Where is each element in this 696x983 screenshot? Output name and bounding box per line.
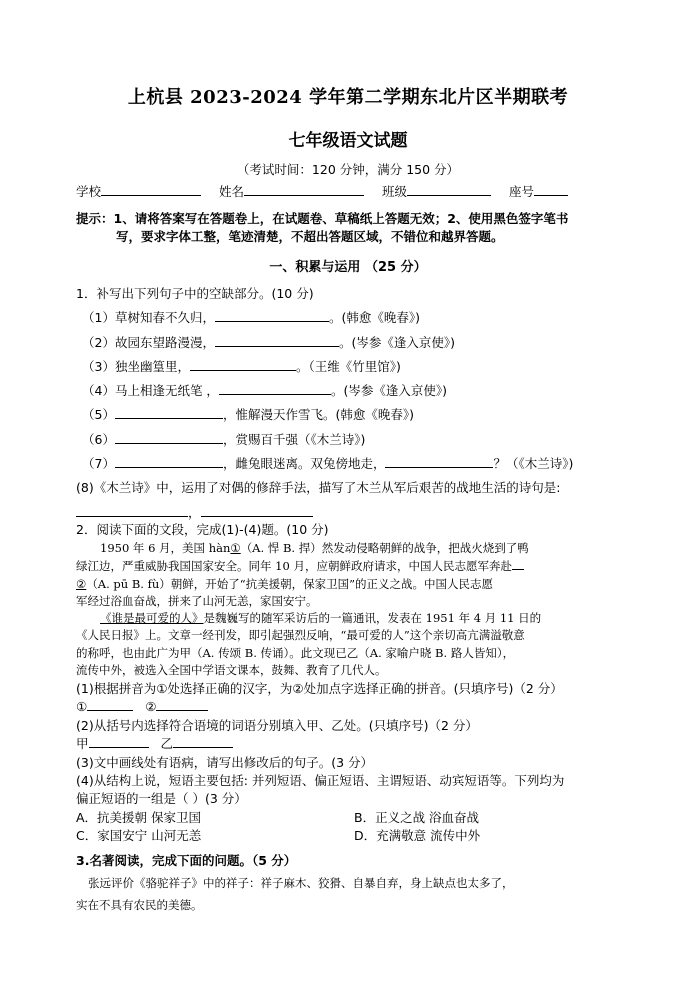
answer-blank[interactable]	[115, 455, 223, 468]
q3-passage: 张远评价《骆驼祥子》中的祥子：祥子麻木、狡猾、自暴自弃，身上缺点也太多了， 实在不具有农民的美德。	[76, 876, 514, 912]
q2-sub-3: (3)文中画线处有语病，请写出修改后的句子。(3 分）	[76, 754, 374, 770]
exam-title: 上杭县 2023-2024 学年第二学期东北片区半期联考	[127, 87, 569, 108]
q2-options	[76, 809, 632, 846]
exam-time: （考试时间：120 分钟，满分 150 分）	[236, 162, 460, 177]
exam-subtitle: 七年级语文试题	[288, 131, 408, 151]
q2-sub-1-answers: ① ②	[76, 698, 632, 716]
question-3	[76, 850, 632, 916]
q1-item-5: （5） ，惟解漫天作雪飞。(韩愈《晚春》)	[82, 407, 414, 423]
answer-blank[interactable]	[215, 309, 329, 322]
notice-line-2: 写，要求字体工整，笔迹清楚，不超出答题区域，不错位和越界答题。	[116, 229, 504, 245]
underlined-sentence: 《谁是最可爱的人》	[100, 611, 204, 625]
option-b[interactable]: B．正义之战 浴血奋战	[354, 809, 480, 825]
q1-item-7: （7） ，雌兔眼迷离。双兔傍地走， ？（《木兰诗》)	[82, 456, 574, 472]
q2-passage: 1950 年 6 月，美国 hàn①（A. 悍 B. 捍）然发动侵略朝鲜的战争，把战火烧到了鸭 绿江边，严重威胁我国国家安全。同年 10 月，应朝鲜政府请求，中国人民志愿军奔赴 ②（A. pū B. fù）朝鲜，开始了“抗美援朝，保家卫国”的正义之战。中国人民志愿 军经过浴血奋战，拼来了山河无恙，家国安宁。 《谁是最可爱的人》是魏巍写的随军采访后的一篇通讯，发表在 1951 年 4 月 11 日的 《人民日报》上。文章一经刊发，即引起强烈反响，“最可爱的人”这个亲切高亢满溢敬意 的称呼，也由此广为甲（A. 传颂 B. 传诵）。此文现已乙（A. 家喻户晓 B. 路人皆知）， 流传中外，被选入全国中学语文课本，鼓舞、教育了几代人。	[76, 541, 542, 677]
q1-item-2: （2）故园东望路漫漫， 。(岑参《逢入京使》)	[82, 334, 455, 350]
q1-item-6: （6） ，赏赐百千强（《木兰诗》)	[82, 431, 366, 447]
answer-blank[interactable]	[115, 431, 223, 444]
q1-item-1: （1）草树知春不久归， 。(韩愈《晚春》)	[82, 310, 420, 326]
q2-stem: 2．阅读下面的文段，完成(1)-(4)题。(10 分)	[76, 522, 329, 537]
seat-field[interactable]: 座号	[509, 183, 568, 201]
q2-sub-4b: 偏正短语的一组是（ ）(3 分）	[76, 791, 247, 807]
answer-blank[interactable]	[173, 735, 233, 748]
answer-blank[interactable]	[219, 382, 331, 395]
q1-stem: 1．补写出下列句子中的空缺部分。(10 分)	[76, 286, 314, 301]
q2-sub-1: (1)根据拼音为①处选择正确的汉字，为②处加点字选择正确的拼音。(只填序号)（2 分）	[76, 681, 563, 696]
section-1-title: 一、积累与运用 （25 分）	[269, 260, 427, 275]
question-2	[76, 520, 632, 846]
name-field[interactable]: 姓名	[219, 183, 364, 201]
question-1	[76, 282, 632, 525]
q2-sub-4a: (4)从结构上说，短语主要包括: 并列短语、偏正短语、主谓短语、动宾短语等。下列均为	[76, 773, 565, 789]
answer-blank[interactable]	[87, 698, 133, 711]
answer-blank[interactable]	[156, 698, 208, 711]
mark-2: ②	[76, 576, 87, 591]
mark-1: ①	[230, 541, 241, 555]
class-field[interactable]: 班级	[382, 183, 491, 201]
option-c[interactable]: C．家国安宁 山河无恙	[76, 828, 202, 844]
answer-blank[interactable]	[190, 358, 296, 371]
answer-blank[interactable]	[115, 406, 223, 419]
answer-blank[interactable]	[215, 334, 339, 347]
school-field[interactable]: 学校	[76, 183, 201, 201]
option-a[interactable]: A．抗美援朝 保家卫国	[76, 809, 202, 825]
q1-item-3: （3）独坐幽篁里， 。（王维《竹里馆》)	[82, 358, 401, 374]
student-info-row	[76, 183, 626, 201]
notice-line-1: 提示：1、请将答案写在答题卷上，在试题卷、草稿纸上答题无效；2、使用黑色签字笔书	[76, 211, 569, 226]
q2-sub-2: (2)从括号内选择符合语境的词语分别填入甲、乙处。(只填序号)（2 分）	[76, 717, 478, 733]
option-d[interactable]: D．充满敬意 流传中外	[354, 828, 481, 844]
q2-sub-2-answers: 甲 乙	[76, 735, 632, 753]
exam-notice	[76, 210, 632, 246]
answer-blank[interactable]	[76, 504, 188, 517]
q1-item-8: (8)《木兰诗》中，运用了对偶的修辞手法，描写了木兰从军后艰苦的战地生活的诗句是:	[76, 480, 561, 496]
q3-stem: 3.名著阅读，完成下面的问题。（5 分）	[76, 853, 297, 868]
answer-blank[interactable]	[201, 504, 313, 517]
q1-item-8-answers: ，	[76, 501, 632, 525]
q1-item-4: （4）马上相逢无纸笔 ， 。(岑参《逢入京使》)	[82, 383, 447, 399]
answer-blank[interactable]	[89, 735, 149, 748]
answer-blank[interactable]	[385, 455, 493, 468]
